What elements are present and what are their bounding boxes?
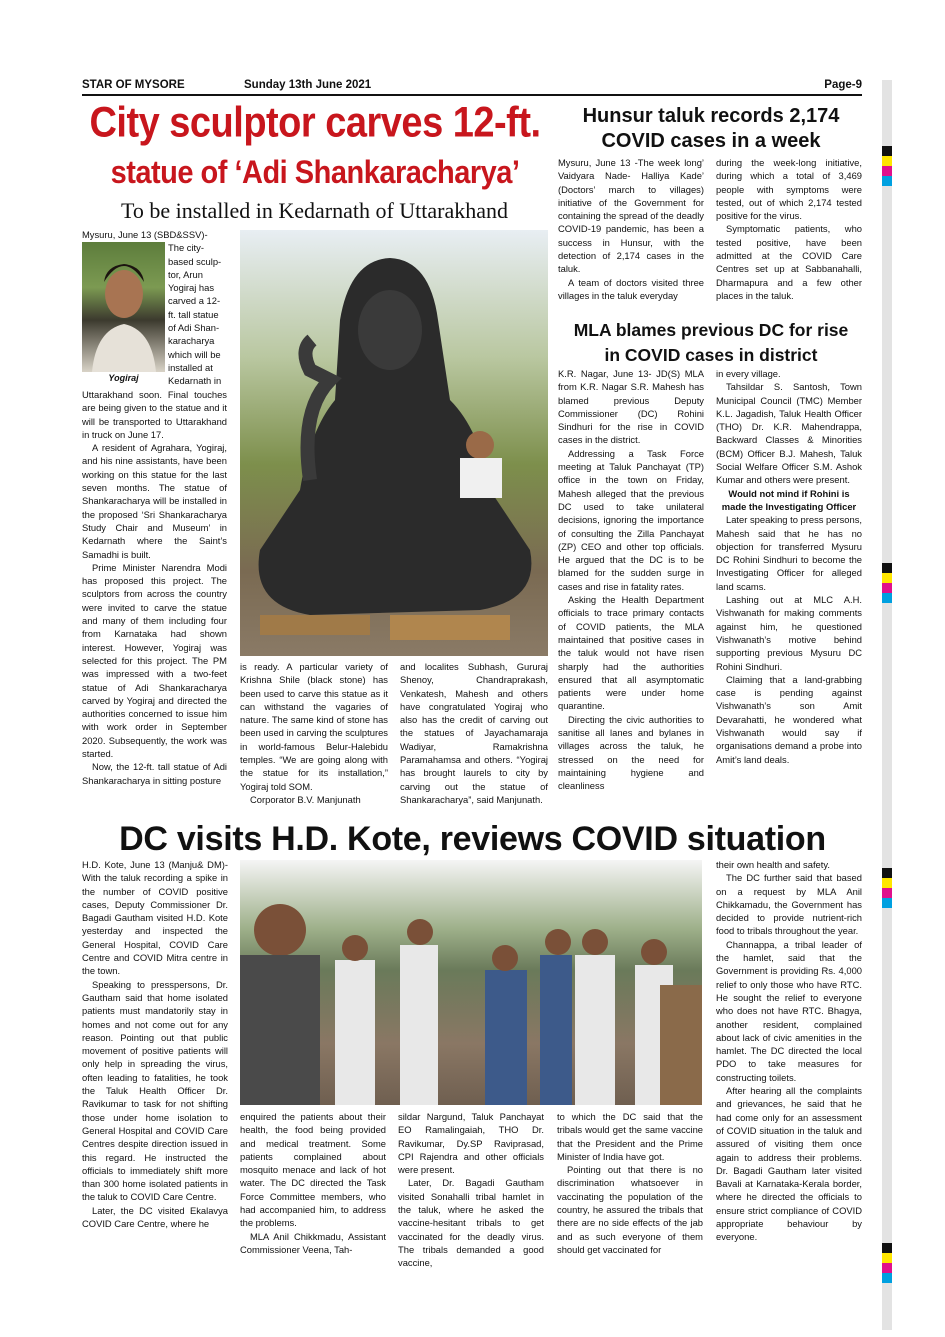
dc-visit-photo	[240, 860, 702, 1105]
reg-magenta-mark	[882, 888, 892, 898]
reg-black-mark	[882, 146, 892, 156]
paragraph: sildar Nargund, Taluk Panchayat EO Ramalingaiah, THO Dr. Ravikumar, Dy.SP Raviprasad, CPI Rajendra and other officials were present.	[398, 1111, 544, 1176]
issue-date: Sunday 13th June 2021	[244, 79, 372, 91]
paragraph: Uttarakhand soon. Final touches are being given to the statue and it will be transported to Uttarakhand in truck on June 17.	[82, 389, 227, 440]
reg-yellow-mark	[882, 878, 892, 888]
story4-col1	[82, 858, 228, 1268]
paragraph: Claiming that a land-grabbing case is pending against Vishwanath’s son Amit Devarahatti, he wondered what Vishwanath would say if organisations demand a probe into Amit’s land deals.	[716, 673, 862, 765]
paragraph: Later speaking to press persons, Mahesh said that he has no objection for transferred Mysuru DC Rohini Sindhuri to become the Investigating Officer for alleged land scams.	[716, 514, 863, 592]
story4-col3	[398, 1110, 544, 1268]
reg-yellow-mark	[882, 1253, 892, 1263]
paragraph: Later, Dr. Bagadi Gautham visited Sonahalli tribal hamlet in the taluk, where he asked the vaccine-hesitant tribals to get vaccinated for the deadly virus. The tribals demanded a good vaccine,	[398, 1177, 544, 1269]
story1-col1-wrap	[82, 228, 227, 388]
wrap-line: ft. tall statue	[168, 308, 219, 320]
wrap-line: tor, Arun	[168, 268, 203, 280]
story1-subhead: To be installed in Kedarnath of Uttarakhand	[121, 198, 508, 223]
paragraph: MLA Anil Chikkmadu, Assistant Commissioner Veena, Tah-	[240, 1230, 386, 1255]
wrap-line: carved a 12-	[168, 295, 221, 307]
wrap-line: which will be	[168, 348, 221, 360]
paragraph: Directing the civic authorities to sanitise all lanes and bylanes in villages across the taluk, he stressed on the need for maintaining hygiene and cleanliness	[558, 713, 704, 792]
paragraph: Prime Minister Narendra Modi has proposed this project. The sculptors from across the country were invited to carve the statue and many of them including four from Karnataka had shown interest. However, Yogiraj was selected for this project. The PM was impressed with a two-feet statue of Adi Shankaracharya carved by Yogiraj and directed the authorities concerned to issue him with work order in September 2020. Subsequently, the work was started.	[82, 561, 227, 760]
reg-yellow-mark	[882, 156, 892, 166]
paragraph: Lashing out at MLC A.H. Vishwanath for making comments against him, he questioned Vishwanath’s motive behind supporting previous Mysuru DC Rohini Sindhuri.	[716, 594, 862, 672]
margin-strip	[882, 80, 892, 1330]
reg-cyan-mark	[882, 176, 892, 186]
reg-black-mark	[882, 563, 892, 573]
crowd-figures	[240, 860, 702, 1105]
paper-name: STAR OF MYSORE	[82, 79, 185, 91]
reg-black-mark	[882, 868, 892, 878]
wrap-line: installed at	[168, 361, 213, 373]
reg-magenta-mark	[882, 1263, 892, 1273]
wrap-line: Kedarnath in	[168, 375, 222, 387]
paragraph: Speaking to presspersons, Dr. Gautham said that home isolated patients must mandatorily stay in homes and not come out for any reason. Pointing out that public movement of positive patients will only help in spreading the virus, often leading to fatalities, he took the Taluk Health Officer Dr. Ravikumar to task for not shifting those under home isolation to General Hospital and COVID Care Centres despite direction issued in this regard. He instructed the officials to immediately shift more than 300 home isolated patients in the taluk to COVID Care Centre.	[82, 978, 228, 1203]
story1-col1	[82, 388, 227, 813]
portrait-photo	[82, 242, 165, 372]
portrait-figure	[82, 242, 165, 372]
paragraph: during the week-long initiative, during which a total of 3,469 people with symptoms were tested, out of which 2,174 tested positive for the virus.	[716, 157, 862, 222]
statue-figure	[240, 230, 548, 656]
paragraph: to which the DC said that the tribals would get the same vaccine that the President and the Prime Minister of India have got.	[557, 1111, 703, 1162]
paragraph: The DC further said that based on a request by MLA Anil Chikkamadu, the Government has decided to provide nutrient-rich food to tribals throughout the year.	[716, 872, 862, 937]
paragraph: Later, the DC visited Ekalavya COVID Care Centre, where he	[82, 1204, 228, 1230]
story2-col2	[716, 156, 862, 306]
paragraph: in every village.	[716, 368, 781, 379]
story4-col5	[716, 858, 862, 1268]
paragraph: Addressing a Task Force meeting at Taluk Panchayat (TP) office in the town on Friday, Mahesh alleged that the previous DC used to take unilateral decisions, ignoring the importance of consulting the Zilla Panchayat (ZP) CEO and other top officials. He argued that the DC is to be blamed for the sudden surge in cases and rise in fatality rates.	[558, 447, 704, 592]
story4-col2	[240, 1110, 386, 1268]
story4-col4	[557, 1110, 703, 1268]
paragraph: A team of doctors visited three villages in the taluk everyday	[558, 276, 704, 301]
story1-col3	[400, 660, 548, 815]
story1-dateline: Mysuru, June 13 (SBD&SSV)-	[82, 229, 208, 240]
paragraph: Mysuru, June 13 -The week long’ Vaidyara Nade- Halliya Kade’ (Doctors’ march to villages) initiative of the Government for containing the spread of the deadly COVID-19 pandemic, has been a success in Hunsur, with the detection of 2,174 cases in the taluk.	[558, 157, 704, 275]
reg-cyan-mark	[882, 593, 892, 603]
story1-col2	[240, 660, 388, 815]
story2-headline-line1: Hunsur taluk records 2,174	[582, 105, 840, 127]
paragraph: is ready. A particular variety of Krishna Shile (black stone) has been used to carve this statue as it can withstand the vagaries of nature. The same kind of stone has been used in carving the sculptures in world-famous Belur-Halebidu temples. “We are going along with the statue for its installation,” Yogiraj told SOM.	[240, 661, 388, 792]
reg-yellow-mark	[882, 573, 892, 583]
paragraph: A resident of Agrahara, Yogiraj, and his nine assistants, have been working on this statue for the last seven months. The statue of Shankaracharya will be installed in the proposed ‘Sri Shankaracharya Study Chair and Museum’ in Kedarnath where the Saint’s Samadhi is built.	[82, 442, 227, 560]
paragraph: Now, the 12-ft. tall statue of Adi Shankaracharya in sitting posture	[82, 761, 227, 786]
paragraph: Corporator B.V. Manjunath	[250, 793, 361, 805]
paragraph: After hearing all the complaints and grievances, he said that he had come only for an assessment of COVID situation in the taluk and assured of visiting them once again to address their problems. Dr. Bagadi Gautham later visited Bavali at Karnataka-Kerala border, where he directed the officials to ensure strict compliance of COVID appropriate behaviour by everyone.	[716, 1085, 862, 1243]
statue-photo	[240, 230, 548, 656]
page-number: Page-9	[824, 79, 862, 91]
story1-headline-line1: City sculptor carves 12-ft.	[89, 99, 541, 147]
story4-headline: DC visits H.D. Kote, reviews COVID situation	[119, 820, 826, 858]
story3-subhead: Would not mind if Rohini is made the Investigating Officer	[721, 487, 857, 512]
reg-magenta-mark	[882, 583, 892, 593]
paragraph: Symptomatic patients, who tested positive, have been admitted at the COVID Care Centres set up at Sabbanahalli, Dharmapura and a few other places in the taluk.	[716, 223, 862, 301]
paragraph: enquired the patients about their health, the food being provided and medical treatment. Some patients complained about mosquito menace and lack of hot water. The DC directed the Task Force Committee members, who had accompanied him, to address the problems.	[240, 1111, 386, 1229]
reg-black-mark	[882, 1243, 892, 1253]
paragraph: and localites Subhash, Gururaj Shenoy, Chandraprakash, Venkatesh, Mahesh and others have congratulated Yogiraj who also has the credit of carving out the statues of Jayachamaraja Wadiyar, Ramakrishna Paramahamsa and others. “Yogiraj has brought laurels to city by carving out the statue of Shankaracharya”, said Manjunath.	[400, 661, 548, 805]
paragraph: K.R. Nagar, June 13- JD(S) MLA from K.R. Nagar S.R. Mahesh has blamed previous Deputy Commissioner (DC) Rohini Sindhuri for the rise in COVID cases in the district.	[558, 368, 704, 446]
portrait-caption: Yogiraj	[108, 373, 139, 383]
reg-cyan-mark	[882, 1273, 892, 1283]
paragraph: their own health and safety.	[716, 859, 830, 870]
paragraph: Asking the Health Department officials to trace primary contacts of COVID patients, the MLA maintained that positive cases in the taluk would not have risen sharply had the authorities ensured that all asymptomatic patients were under home quarantine.	[558, 594, 704, 712]
story3-col2	[716, 367, 862, 815]
wrap-line: The city-	[168, 242, 204, 254]
wrap-line: Yogiraj has	[168, 282, 215, 294]
wrap-line: karacharya	[168, 335, 215, 347]
wrap-line: of Adi Shan-	[168, 322, 220, 334]
story3-headline-line2: in COVID cases in district	[604, 345, 818, 365]
story2-col1	[558, 156, 704, 306]
masthead	[82, 78, 862, 96]
reg-magenta-mark	[882, 166, 892, 176]
paragraph: H.D. Kote, June 13 (Manju& DM)- With the taluk recording a spike in the number of COVID positive cases, Deputy Commissioner Dr. Bagadi Gautham visited H.D. Kote yesterday and inspected the General Hospital, COVID Care Centre and COVID Mitra centre in the town.	[82, 859, 228, 977]
reg-cyan-mark	[882, 898, 892, 908]
story3-col1	[558, 367, 704, 815]
wrap-line: based sculp-	[168, 255, 222, 267]
paragraph: Tahsildar S. Santosh, Town Municipal Council (TMC) Member K.L. Jagadish, Taluk Health Officer (THO) Dr. K.R. Mahendrappa, Backward Classes & Minorities (BCM) Officer B.J. Mahesh, Taluk Social Welfare Officer S.M. Ashok Kumar and others were present.	[716, 381, 862, 486]
paragraph: Channappa, a tribal leader of the hamlet, said that the Government is providing Rs. 4,000 relief to only those who have RTC. He sought the relief to everyone who does not have RTC. Bhagya, another resident, complained about lack of civic amenities in the hamlet. The DC directed the local PDO to take measures for constructing toilets.	[716, 938, 862, 1083]
story3-headline-line1: MLA blames previous DC for rise	[573, 320, 849, 340]
paragraph: Pointing out that there is no discrimination whatsoever in vaccinating the population of the country, he assured the tribals that there are no side effects of the jab and as such everyone of them should get vaccinated for	[557, 1164, 703, 1255]
story1-headline-line2: statue of ‘Adi Shankaracharya’	[110, 155, 520, 191]
story2-headline-line2: COVID cases in a week	[601, 130, 821, 152]
